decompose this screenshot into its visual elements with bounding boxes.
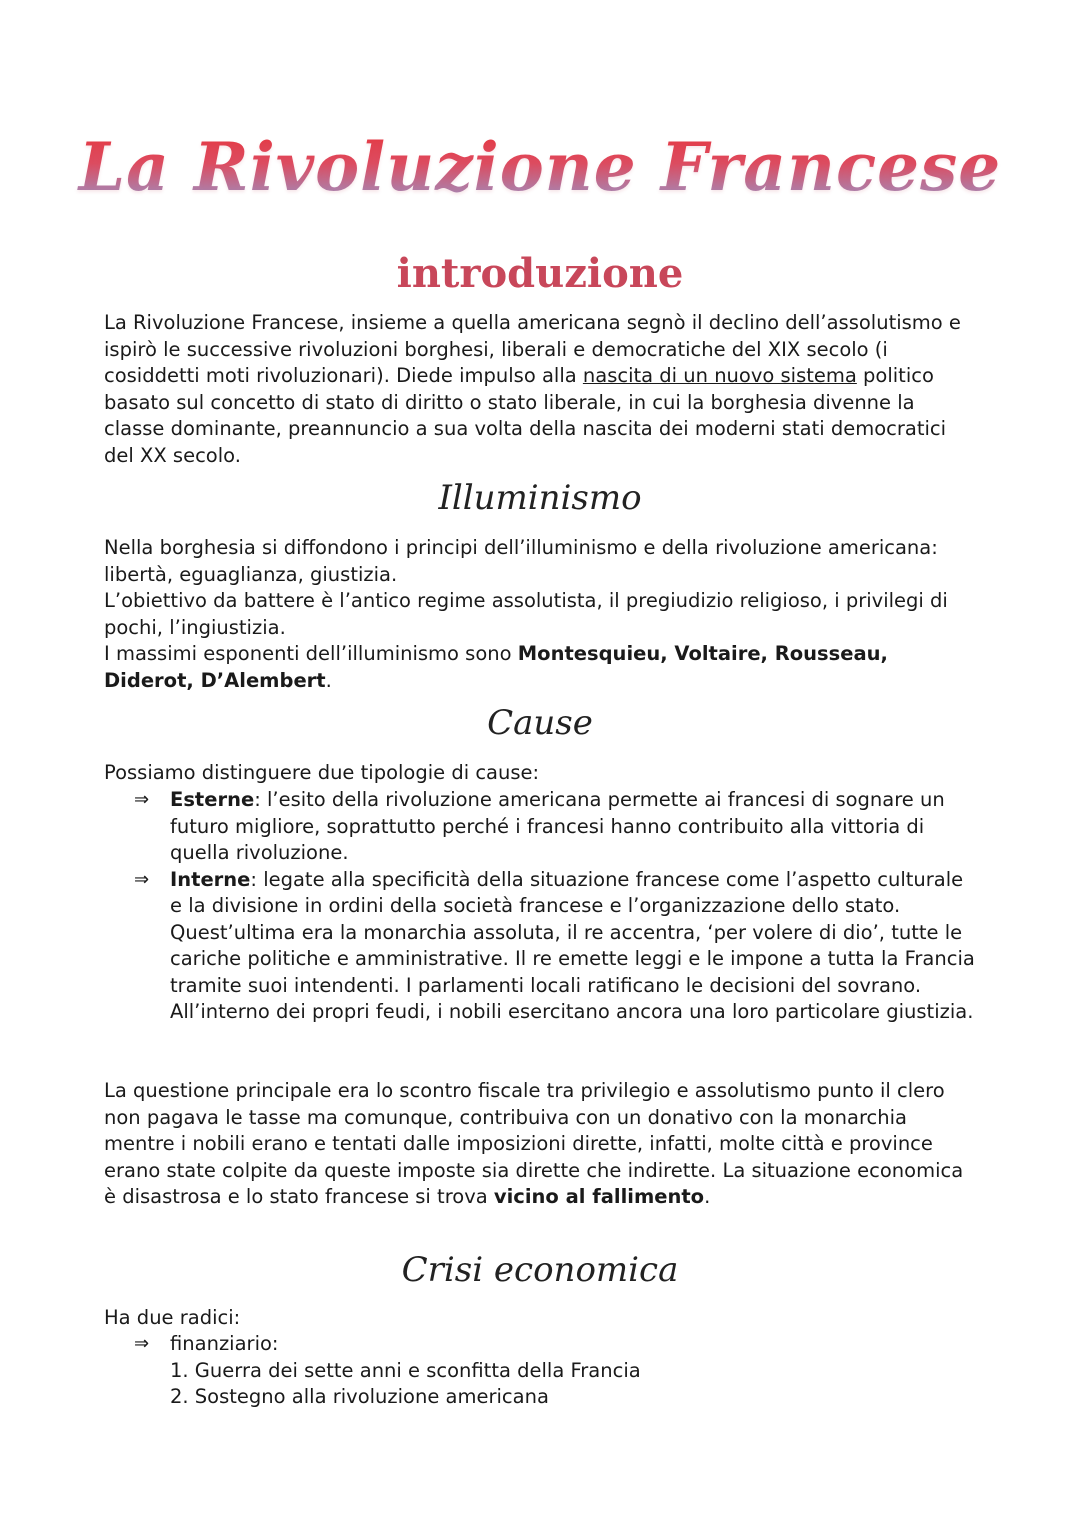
section-heading-cause: Cause <box>487 703 593 743</box>
section-heading-illuminismo: Illuminismo <box>438 478 642 518</box>
cause-list <box>104 787 979 1026</box>
intro-text-2: politico basato sul concetto di stato di diritto o stato liberale, in cui la borghesia divenne la classe dominante, preannuncio a sua volta della nascita dei moderni stati democratici del XX secolo. <box>104 364 947 467</box>
crisi-sublist <box>170 1358 979 1411</box>
cause-intro: Possiamo distinguere due tipologie di cause: <box>104 761 540 784</box>
arrow-icon: ⇒ <box>134 868 150 890</box>
list-item: 1. Guerra dei sette anni e sconfitta della Francia <box>170 1358 641 1382</box>
crisi-intro: Ha due radici: <box>104 1306 241 1329</box>
illuminismo-text: I massimi esponenti dell’illuminismo sono <box>104 642 518 665</box>
cause-text: : l’esito della rivoluzione americana permette ai francesi di sognare un futuro migliore, soprattutto perché i francesi hanno contribuito alla vittoria di quella rivoluzione. <box>170 788 945 864</box>
illuminismo-names: Montesquieu, Voltaire, Rousseau, Diderot, D’Alembert <box>104 642 888 692</box>
illuminismo-paragraph-3 <box>104 641 979 694</box>
intro-text-1: La Rivoluzione Francese, insieme a quella americana segnò il declino dell’assolutismo e ispirò le successive rivoluzioni borghesi, liberali e democratiche del XIX secolo (i cosiddetti moti rivoluzionari). Diede impulso alla <box>104 311 961 387</box>
illuminismo-paragraph-1: Nella borghesia si diffondono i principi dell’illuminismo e della rivoluzione americana: libertà, eguaglianza, giustizia. <box>104 536 938 586</box>
cause-text: : legate alla specificità della situazione francese come l’aspetto culturale e la divisione in ordini della società francese e l’organizzazione dello stato. Quest’ultima era la monarchia assoluta, il re accentra, ‘per volere di dio’, tutte le cariche politiche e amministrative. Il re emette leggi e le impone a tutta la Francia tramite suoi intendenti. I parlamenti locali ratificano le decisioni del sovrano. All’interno dei propri feudi, i nobili esercitano ancora una loro particolare giustizia. <box>170 867 975 1023</box>
crisi-root: finanziario: <box>170 1332 279 1355</box>
cause-label: Interne <box>170 867 251 891</box>
intro-underlined-text: nascita di un nuovo sistema <box>582 364 857 387</box>
arrow-icon: ⇒ <box>134 1333 150 1354</box>
cause-label: Esterne <box>170 788 255 811</box>
arrow-icon: ⇒ <box>134 789 150 810</box>
list-item <box>104 787 979 867</box>
list-item: 2. Sostegno alla rivoluzione americana <box>170 1385 549 1408</box>
page-subtitle: introduzione <box>396 250 684 297</box>
questione-text: La questione principale era lo scontro fiscale tra privilegio e assolutismo punto il clero non pagava le tasse ma comunque, contribuiva con un donativo con la monarchia mentre i nobili erano e tentati dalle imposizioni dirette, infatti, molte città e province erano state colpite da queste imposte sia dirette che indirette. La situazione economica è disastrosa e lo stato francese si trova <box>104 1079 964 1208</box>
illuminismo-paragraph-2: L’obiettivo da battere è l’antico regime assolutista, il pregiudizio religioso, i privilegi di pochi, l’ingiustizia. <box>104 589 948 639</box>
illuminismo-end: . <box>325 668 332 692</box>
section-heading-crisi: Crisi economica <box>401 1250 679 1290</box>
questione-end: . <box>704 1185 711 1208</box>
page-title: La Rivoluzione Francese <box>0 128 1080 206</box>
questione-paragraph <box>104 1078 979 1211</box>
list-item <box>104 1331 979 1411</box>
list-item <box>104 867 979 1026</box>
intro-paragraph <box>104 310 979 469</box>
questione-bold: vicino al fallimento <box>493 1185 705 1208</box>
crisi-list <box>104 1331 979 1411</box>
